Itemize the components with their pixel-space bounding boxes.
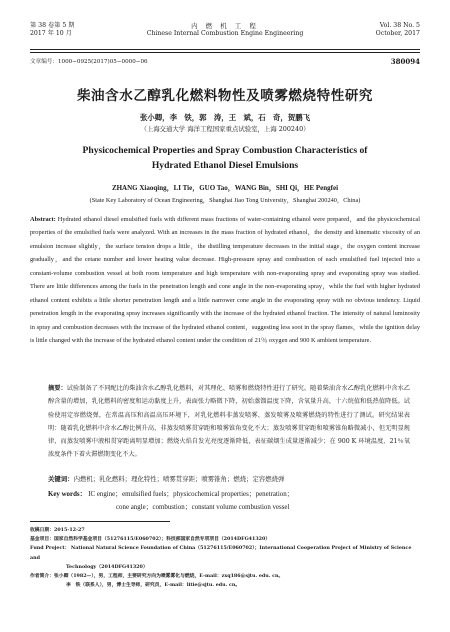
keywords-cn-label: 关键词： xyxy=(48,475,74,483)
header-rule-thick xyxy=(30,49,420,50)
article-number: 文章编号：1000−0925(2017)05−0000−06 xyxy=(30,59,148,65)
keywords-en-line-2: cone angle；combustion；constant volume combustion vessel xyxy=(116,504,290,511)
title-en-line-1: Physicochemical Properties and Spray Combustion Characteristics of xyxy=(82,145,368,156)
header-journal-en: Chinese Internal Combustion Engine Engineering xyxy=(146,30,304,37)
footnote-fund-en xyxy=(30,544,420,562)
keywords-cn xyxy=(48,474,410,484)
title-en xyxy=(40,143,410,173)
keywords-cn-text: 内燃机；乳化燃料；理化特性；喷雾贯穿距；喷雾锥角；燃烧；定容燃烧弹 xyxy=(73,475,285,483)
footnote-received xyxy=(30,526,420,535)
header-rule-thin xyxy=(30,52,420,53)
running-header xyxy=(30,22,420,48)
header-volume-issue-en: Vol. 38 No. 5 xyxy=(379,22,420,29)
affiliation-cn: （上海交通大学 海洋工程国家重点试验室，上海 200240） xyxy=(140,125,310,133)
footnotes xyxy=(30,526,420,590)
title-cn: 柴油含水乙醇乳化燃料物性及喷雾燃烧特性研究 xyxy=(76,88,374,104)
abstract-en-label: Abstract: xyxy=(30,216,56,223)
footnote-author xyxy=(30,572,420,581)
received-label: 收稿日期： xyxy=(30,527,54,533)
fund-en-label: Fund Project： xyxy=(30,545,70,552)
keywords-en-line-1: IC engine；emulsified fuels；physicochemical properties；penetration； xyxy=(86,491,294,498)
header-journal-cn: 内 燃 机 工 程 xyxy=(191,22,259,30)
authors-en: ZHANG Xiaoqing，LI Tie，GUO Tao，WANG Bin，SHI Qi，HE Pengfei xyxy=(111,184,339,192)
footnote-fund xyxy=(30,535,420,544)
fund-en-text-2: Technology（2014DFG41320） xyxy=(66,563,148,570)
abstract-cn-text: 试验制备了不同配比的柴油含水乙醇乳化燃料，对其理化、喷雾和燃烧特性进行了研究。随着柴油含水乙醇乳化燃料中含水乙醇含量的增加，乳化燃料的密度和运动黏度上升，表面张力略微下降，初始蒸馏温度下降，含氧量升高，十六烷值和低热值降低。试验使用定容燃烧弹，在常温高压和高温高压环境下，对乳化燃料非蒸发喷雾、蒸发喷雾及喷雾燃烧的特性进行了测试。研究结果表明：随着乳化燃料中含水乙醇比例升高，非蒸发喷雾贯穿距和喷雾锥角变化不大；蒸发喷雾贯穿距和喷雾锥角略微减小，但无明显规律，而蒸发喷雾中液相贯穿距离明显增加；燃烧火焰自发光亮度逐渐降低，表征碳烟生成量逐渐减少；在 900 K 环境温度、21％氧浓度条件下着火滞燃期变化不大。 xyxy=(48,385,411,459)
author-1: 张小卿（1982—），男，工程师，主要研究方向为喷雾雾化与燃烧，E-mail：zxq186@sjtu. edu. cn。 xyxy=(54,573,284,580)
article-id: 380094 xyxy=(390,57,420,66)
title-en-line-2: Hydrated Ethanol Diesel Emulsions xyxy=(151,160,299,171)
fund-label: 基金项目： xyxy=(30,536,54,543)
abstract-en-text: Hydrated ethanol diesel emulsified fuels with different mass fractions of water-containing ethanol were prepared，and the physicochemical properties of the emulsified fuels were analyzed. With an increases in the mass fraction of hydrated ethanol，the density and kinematic viscosity of an emulsion increase slightly，the surface tension drops a little，the distilling temperature decreases in the initial stage，the oxygen content increase gradually，and the cetane number and lower heating value decrease. High-pressure spray and combustion of each emulsified fuel injected into a constant-volume combustion vessel at both room temperature and high temperature with non-evaporating spray and evaporating spray was studied. There are little differences among the fuels in the penetration length and cone angle in the non-evaporating spray，while the fuel with higher hydrated ethanol content exhibits a little shorter penetration length and a little narrower cone angle in the evaporating spray with no obvious tendency. Liquid penetration length in the evaporating spray increases significantly with the increase of the hydrated ethanol fraction. The intensity of natural luminosity in spray and combustion decreases with the increase of the hydrated ethanol content，suggesting less soot in the spray flames，while the ignition delay is little changed with the increase of the hydrated ethanol content under the condition of 21％ oxygen and 900 K ambient temperature. xyxy=(30,216,421,345)
abstract-cn-label: 摘要： xyxy=(48,385,67,392)
header-volume-issue-cn: 第 38 卷第 5 期 xyxy=(30,22,75,29)
affiliation-en: (State Key Laboratory of Ocean Engineering，Shanghai Jiao Tong University，Shanghai 200240，China) xyxy=(89,197,361,204)
article-meta xyxy=(30,57,420,67)
keywords-en xyxy=(48,488,410,514)
header-date-en: October, 2017 xyxy=(375,30,420,37)
header-journal xyxy=(30,22,420,38)
abstract-cn xyxy=(48,382,410,462)
footnote-rule xyxy=(30,521,170,522)
received-date: 2015-12-27 xyxy=(54,527,85,533)
keywords-en-label: Key words： xyxy=(48,491,87,498)
header-volume-en xyxy=(376,22,420,38)
author-label: 作者简介： xyxy=(30,573,54,580)
authors-cn: 张小卿，李 铁，郭 涛，王 斌，石 奇，贺鹏飞 xyxy=(140,113,310,122)
fund-en-text-1: National Natural Science Foundation of China（51276115/E060702）；International Cooperation Project of Ministry of Science and xyxy=(30,545,412,561)
fund-text: 国家自然科学基金项目（51276115/E060702）；科技部国家自然专项项目（2014DFG41320） xyxy=(54,536,271,543)
author-2: 李 铁（联系人），男，博士生导师，研究员，E-mail：litie@sjtu. edu. cn。 xyxy=(66,582,241,589)
abstract-en xyxy=(30,213,420,348)
header-date-cn: 2017 年 10 月 xyxy=(30,30,72,37)
